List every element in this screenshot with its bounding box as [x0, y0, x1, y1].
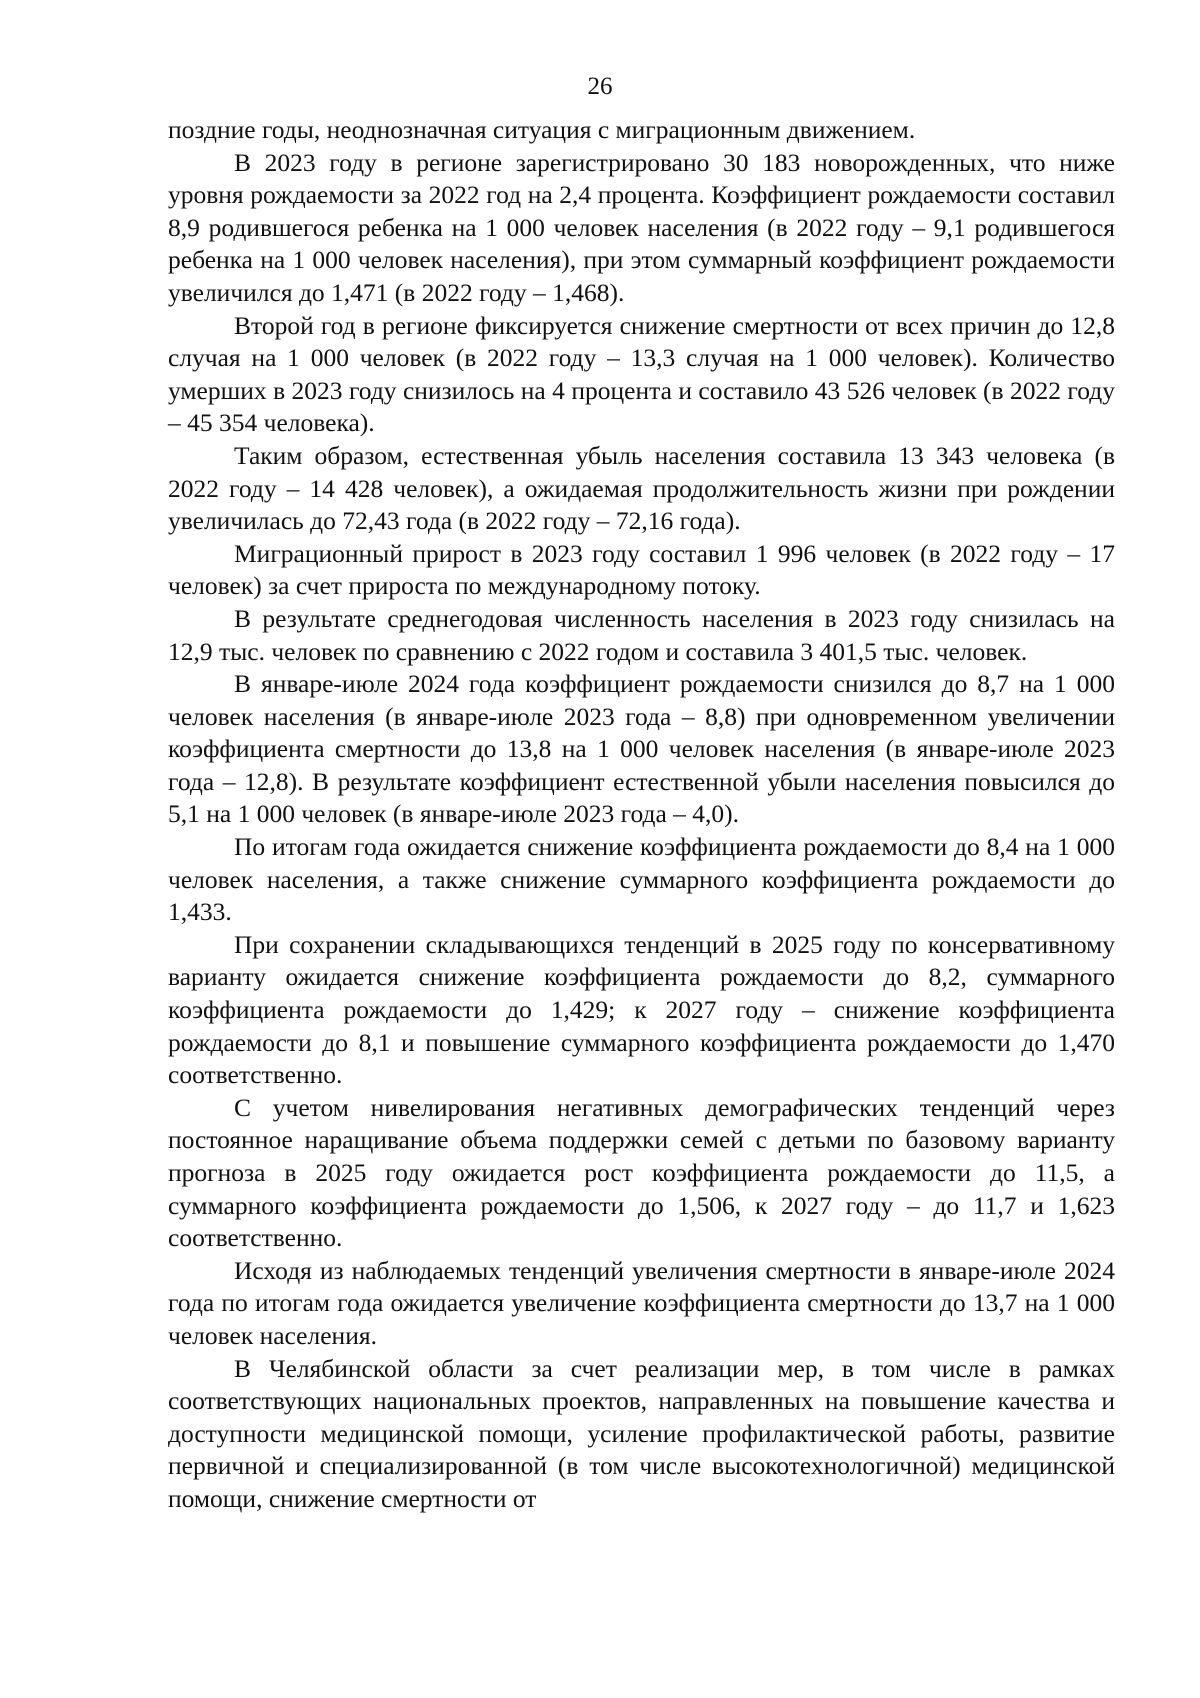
text-body [168, 114, 1115, 1516]
paragraph-chelyabinsk-measures: В Челябинской области за счет реализации мер, в том числе в рамках соответствующих национальных проектов, направленных на повышение качества и доступности медицинской помощи, усиление профилактической работы, развитие первичной и специализированной (в том числе высокотехнологичной) медицинской помощи, снижение смертности от [168, 1353, 1115, 1513]
page-number: 26 [587, 73, 613, 100]
paragraph-mortality-2023: Второй год в регионе фиксируется снижение смертности от всех причин до 12,8 случая на 1 000 человек (в 2022 году – 13,3 случая на 1 000 человек). Количество умерших в 2023 году снизилось на 4 процента и составило 43 526 человек (в 2022 году – 45 354 человека). [168, 310, 1115, 438]
paragraph-population: В результате среднегодовая численность населения в 2023 году снизилась на 12,9 тыс. человек по сравнению с 2022 годом и составила 3 401,5 тыс. человек. [168, 603, 1115, 666]
paragraph-migration: Миграционный прирост в 2023 году составил 1 996 человек (в 2022 году – 17 человек) за счет прироста по международному потоку. [168, 538, 1115, 601]
paragraph-natural-decline: Таким образом, естественная убыль населения составила 13 343 человека (в 2022 году – 14 428 человек), а ожидаемая продолжительность жизни при рождении увеличилась до 72,43 года (в 2022 году – 72,16 года). [168, 440, 1115, 536]
paragraph-year-forecast: По итогам года ожидается снижение коэффициента рождаемости до 8,4 на 1 000 человек населения, а также снижение суммарного коэффициента рождаемости до 1,433. [168, 832, 1115, 927]
paragraph-births-2023: В 2023 году в регионе зарегистрировано 30 183 новорожденных, что ниже уровня рождаемости за 2022 год на 2,4 процента. Коэффициент рождаемости составил 8,9 родившегося ребенка на 1 000 человек населения (в 2022 году – 9,1 родившегося ребенка на 1 000 человек населения), при этом суммарный коэффициент рождаемости увеличился до 1,471 (в 2022 году – 1,468). [168, 147, 1115, 307]
paragraph-jan-jul-2024: В январе-июле 2024 года коэффициент рождаемости снизился до 8,7 на 1 000 человек населения (в январе-июле 2023 года – 8,8) при одновременном увеличении коэффициента смертности до 13,8 на 1 000 человек населения (в январе-июле 2023 года – 12,8). В результате коэффициент естественной убыли населения повысился до 5,1 на 1 000 человек (в январе-июле 2023 года – 4,0). [168, 669, 1115, 829]
paragraph-continuation: поздние годы, неоднозначная ситуация с миграционным движением. [168, 115, 916, 144]
paragraph-mortality-forecast: Исходя из наблюдаемых тенденций увеличения смертности в январе-июле 2024 года по итогам года ожидается увеличение коэффициента смертности до 13,7 на 1 000 человек населения. [168, 1255, 1115, 1350]
paragraph-conservative-variant: При сохранении складывающихся тенденций в 2025 году по консервативному варианту ожидается снижение коэффициента рождаемости до 8,2, суммарного коэффициента рождаемости до 1,429; к 2027 году – снижение коэффициента рождаемости до 8,1 и повышение суммарного коэффициента рождаемости до 1,470 соответственно. [168, 929, 1115, 1090]
paragraph-base-variant: С учетом нивелирования негативных демографических тенденций через постоянное наращивание объема поддержки семей с детьми по базовому варианту прогноза в 2025 году ожидается рост коэффициента рождаемости до 11,5, а суммарного коэффициента рождаемости до 1,506, к 2027 году – до 11,7 и 1,623 соответственно. [168, 1092, 1115, 1253]
